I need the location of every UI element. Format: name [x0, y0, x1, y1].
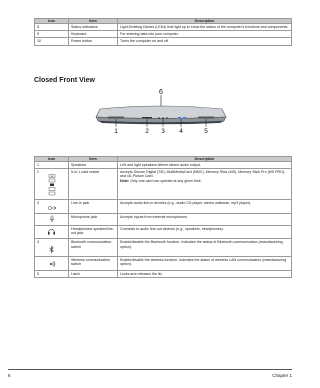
row-description: Left and right speakers deliver stereo audio output.	[118, 162, 292, 169]
header-icon: Icon	[35, 19, 69, 24]
row-item: 5-in-1 card reader	[69, 169, 118, 199]
row-item: Wireless communication switch	[69, 256, 118, 270]
row-description: Accepts Secure Digital (SD), MultiMediaCard (MMC), Memory Stick (MS), Memory Stick Pro (MS PRO), and xD-Picture Card. Note: Only one card can operate at any given time.	[118, 169, 292, 199]
svg-text:SD: SD	[50, 176, 53, 179]
table-row	[35, 271, 292, 278]
line-in-icon	[47, 205, 57, 211]
table-row	[35, 256, 292, 270]
table-row	[35, 31, 292, 38]
row-description: Accepts audio line-in devices (e.g., audio CD player, stereo walkman, mp3 player).	[118, 199, 292, 213]
row-item: Bluetooth communication switch	[69, 239, 118, 256]
row-number: 2 SD	[35, 169, 69, 199]
row-item: Latch	[69, 271, 118, 278]
table-row	[35, 239, 292, 256]
row-description: For entering data into your computer.	[118, 31, 292, 38]
memory-card-icon	[47, 174, 57, 196]
row-note: Note: Only one card can operate at any given time.	[120, 178, 202, 183]
table-row	[35, 24, 292, 31]
row-item: Microphone jack	[69, 214, 118, 226]
table-row	[35, 38, 292, 45]
top-continuation-table	[34, 18, 292, 46]
row-description: Accepts inputs from external microphones.	[118, 214, 292, 226]
row-number: 9	[35, 31, 69, 38]
header-item: Item	[69, 157, 118, 162]
table-row	[35, 162, 292, 169]
row-description: Enable/disable the Bluetooth function. Indicates the status of Bluetooth communication (manufacturing option).	[118, 239, 292, 256]
row-item: Headphones/ speaker/line-out jack	[69, 226, 118, 239]
row-number: 4	[35, 239, 69, 256]
callout-6: 6	[159, 89, 163, 96]
callout-5: 5	[204, 128, 208, 135]
header-description: Description	[118, 157, 292, 162]
row-description: Enable/disable the wireless function. Indicates the status of wireless LAN communication (manufacturing option).	[118, 256, 292, 270]
row-number: 1	[35, 162, 69, 169]
row-item: Speakers	[69, 162, 118, 169]
headphones-icon	[47, 227, 56, 236]
row-description: Turns the computer on and off.	[118, 38, 292, 45]
section-title: Closed Front View	[34, 77, 95, 84]
wireless-icon	[47, 258, 57, 268]
row-item: Line-in jack	[69, 199, 118, 213]
table-row	[35, 226, 292, 239]
microphone-icon	[48, 215, 56, 223]
row-description: Locks and releases the lid.	[118, 271, 292, 278]
card-icons	[37, 174, 66, 197]
table-row	[35, 169, 292, 199]
row-item: Status indicators	[69, 24, 118, 31]
row-item: Power button	[69, 38, 118, 45]
closed-front-view-table	[34, 156, 292, 278]
row-number: 5	[35, 271, 69, 278]
laptop-front-view-figure	[86, 87, 236, 135]
row-number: 10	[35, 38, 69, 45]
row-number: 8	[35, 24, 69, 31]
header-icon: Icon	[35, 157, 69, 162]
table-row	[35, 214, 292, 226]
callout-3: 3	[161, 128, 165, 135]
chapter-label: Chapter 1	[272, 373, 292, 378]
header-item: Item	[69, 19, 118, 24]
table-row	[35, 199, 292, 213]
row-description: Connects to audio line-out devices (e.g., speakers, headphones).	[118, 226, 292, 239]
header-description: Description	[118, 19, 292, 24]
callout-4: 4	[179, 128, 183, 135]
row-item: Keyboard	[69, 31, 118, 38]
footer-divider	[8, 369, 292, 370]
callout-2: 2	[145, 128, 149, 135]
row-number: 3	[35, 199, 69, 213]
bluetooth-icon	[47, 245, 56, 254]
page-number: 6	[8, 373, 11, 378]
row-description: Light-Emitting Diodes (LEDs) that light up to show the status of the computer's functions and components.	[118, 24, 292, 31]
callout-1: 1	[114, 128, 118, 135]
